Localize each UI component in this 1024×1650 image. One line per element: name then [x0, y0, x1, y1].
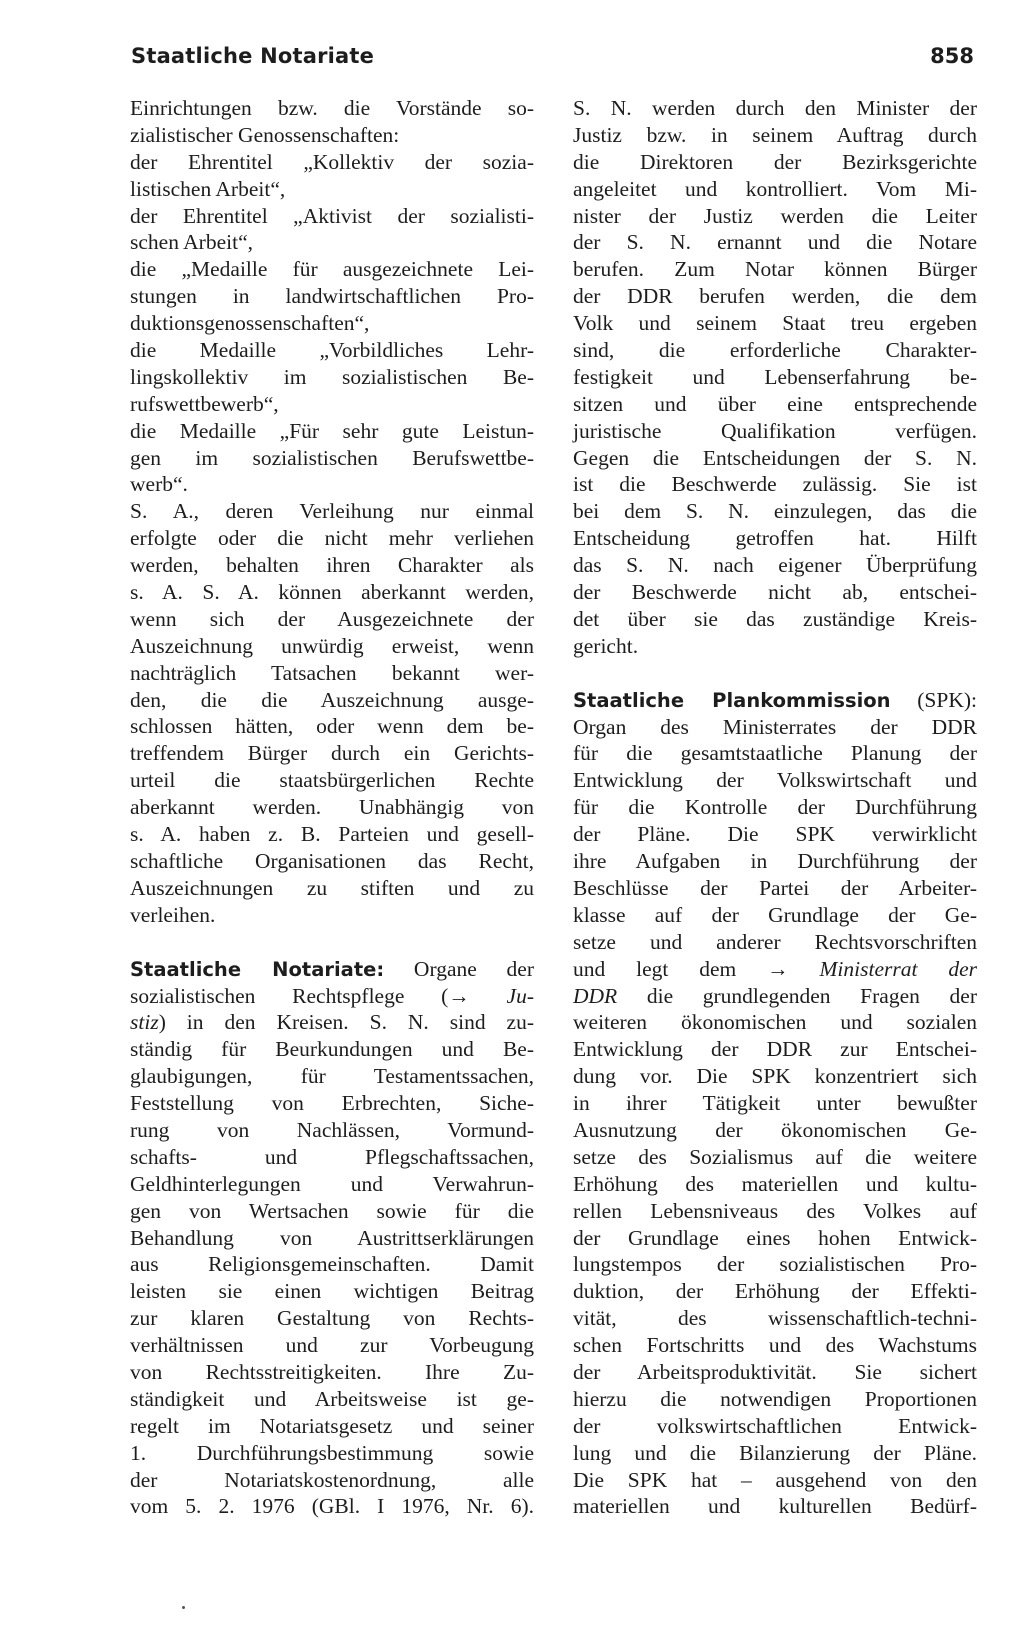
text-line: S. N. werden durch den Minister der: [573, 96, 977, 120]
entry-staatliche-notariate: [130, 956, 534, 1521]
text-line: sitzen und über eine entsprechende: [573, 391, 977, 416]
text-line: Auszeichnungen zu stiften und zu: [130, 875, 534, 900]
text-line: det über sie das zuständige Kreis-: [573, 606, 977, 631]
text-line: der volkswirtschaftlichen Entwick-: [573, 1413, 977, 1438]
text-line: Organ des Ministerrates der DDR: [573, 714, 977, 739]
text-line: rellen Lebensniveaus des Volkes auf: [573, 1198, 977, 1223]
text-line: materiellen und kulturellen Bedürf-: [573, 1494, 977, 1519]
text-line: berufen. Zum Notar können Bürger: [573, 257, 977, 282]
text-line: erfolgte oder die nicht mehr verliehen: [130, 526, 534, 551]
text-line: Feststellung von Erbrechten, Siche-: [130, 1091, 534, 1116]
text-line: Auszeichnung unwürdig erweist, wenn: [130, 633, 534, 658]
text-line: von Rechtsstreitigkeiten. Ihre Zu-: [130, 1359, 534, 1384]
text-line: nachträglich Tatsachen bekannt wer-: [130, 660, 534, 685]
text-line: Justiz bzw. in seinem Auftrag durch: [573, 122, 977, 147]
text-line: dung vor. Die SPK konzentriert sich: [573, 1064, 977, 1089]
text-line: nister der Justiz werden die Leiter: [573, 203, 977, 228]
text-line: weiteren ökonomischen und sozialen: [573, 1010, 977, 1035]
text-line: [130, 983, 534, 1010]
text-line: lingskollektiv im sozialistischen Be-: [130, 364, 534, 389]
cross-reference-link[interactable]: Ju-: [506, 983, 534, 1008]
text-line: wenn sich der Ausgezeichnete der: [130, 606, 534, 631]
text-line: die Medaille „Für sehr gute Leistun-: [130, 418, 534, 443]
text-line: bei dem S. N. einzulegen, das die: [573, 499, 977, 524]
running-head: Staatliche Notariate: [131, 44, 375, 68]
text-line: festigkeit und Lebenserfahrung be-: [573, 364, 977, 389]
text-line: die „Medaille für ausgezeichnete Lei-: [130, 257, 534, 282]
text-line: duktionsgenossenschaften“,: [130, 311, 370, 336]
text-line: glaubigungen, für Testamentssachen,: [130, 1064, 534, 1089]
text-line: verhältnissen und zur Vorbeugung: [130, 1333, 534, 1358]
text-line: der S. N. ernannt und die Notare: [573, 230, 977, 255]
text-line: für die gesamtstaatliche Planung der: [573, 741, 977, 766]
text-line: duktion, der Erhöhung der Effekti-: [573, 1279, 977, 1304]
text-line: verleihen.: [130, 902, 216, 927]
text-line: schlossen hätten, oder wenn dem be-: [130, 714, 534, 739]
entry-text: die grundlegenden Fragen der: [617, 983, 977, 1008]
text-line: der Arbeitsproduktivität. Sie sichert: [573, 1359, 977, 1384]
cross-reference-link[interactable]: Ministerrat der: [819, 956, 977, 981]
page-number: 858: [930, 44, 974, 68]
text-line: schen Fortschritts und des Wachstums: [573, 1333, 977, 1358]
text-line: Einrichtungen bzw. die Vorstände so-: [130, 96, 534, 120]
text-line: [573, 983, 977, 1010]
text-line: sind, die erforderliche Charakter-: [573, 338, 977, 363]
text-line: zur klaren Gestaltung von Rechts-: [130, 1306, 534, 1331]
entry-staatliche-plankommission: [573, 687, 977, 1521]
text-line: Beschlüsse der Partei der Arbeiter-: [573, 875, 977, 900]
text-line: Behandlung von Austrittserklärungen: [130, 1225, 534, 1250]
print-speck: [182, 1606, 185, 1609]
entry-first-line: [573, 687, 977, 714]
text-line: für die Kontrolle der Durchführung: [573, 795, 977, 820]
text-line: S. A., deren Verleihung nur einmal: [130, 499, 534, 524]
entry-text: sozialistischen Rechtspflege (→: [130, 983, 507, 1008]
text-line: die Medaille „Vorbildliches Lehr-: [130, 338, 534, 363]
text-line: gen von Wertsachen sowie für die: [130, 1198, 534, 1223]
entry-first-line: [130, 956, 534, 983]
text-line: stungen in landwirtschaftlichen Pro-: [130, 284, 534, 309]
text-line: Gegen die Entscheidungen der S. N.: [573, 445, 977, 470]
text-line: rufswettbewerb“,: [130, 391, 279, 416]
text-line: Geldhinterlegungen und Verwahrun-: [130, 1171, 534, 1196]
text-line: lung und die Bilanzierung der Pläne.: [573, 1440, 977, 1465]
text-line: ist die Beschwerde zulässig. Sie ist: [573, 472, 977, 497]
text-line: werden, behalten ihren Charakter als: [130, 553, 534, 578]
text-line: die Direktoren der Bezirksgerichte: [573, 149, 977, 174]
text-line: der Ehrentitel „Aktivist der sozialisti-: [130, 203, 534, 228]
text-line: klasse auf der Grundlage der Ge-: [573, 902, 977, 927]
text-line: aberkannt werden. Unabhängig von: [130, 795, 534, 820]
entry-headword: Staatliche Plankommission: [573, 688, 891, 712]
text-line: der Notariatskostenordnung, alle: [130, 1467, 534, 1492]
text-line: vom 5. 2. 1976 (GBl. I 1976, Nr. 6).: [130, 1494, 534, 1519]
text-line: urteil die staatsbürgerlichen Rechte: [130, 768, 534, 793]
text-line: angeleitet und kontrolliert. Vom Mi-: [573, 176, 977, 201]
text-line: leisten sie einen wichtigen Beitrag: [130, 1279, 534, 1304]
entry-text: und legt dem →: [573, 956, 820, 981]
text-line: der DDR berufen werden, die dem: [573, 284, 977, 309]
text-line: setze und anderer Rechtsvorschriften: [573, 929, 977, 954]
text-line: Entwicklung der DDR zur Entschei-: [573, 1037, 977, 1062]
entry-text: Organe der: [384, 956, 534, 981]
cross-reference-link[interactable]: stiz: [130, 1010, 159, 1035]
left-continuation-text: [130, 95, 534, 929]
text-line: schafts- und Pflegschaftssachen,: [130, 1144, 534, 1169]
text-line: schaftliche Organisationen das Recht,: [130, 848, 534, 873]
text-line: der Grundlage eines hohen Entwick-: [573, 1225, 977, 1250]
text-line: listischen Arbeit“,: [130, 176, 286, 201]
text-line: s. A. haben z. B. Parteien und gesell-: [130, 822, 534, 847]
text-line: den, die die Auszeichnung ausge-: [130, 687, 534, 712]
text-line: ständig für Beurkundungen und Be-: [130, 1037, 534, 1062]
text-line: [130, 1009, 534, 1036]
entry-text: (SPK):: [890, 687, 978, 712]
notariate-continuation-text: [573, 95, 977, 660]
text-line: Erhöhung des materiellen und kultu-: [573, 1171, 977, 1196]
text-line: gen im sozialistischen Berufswettbe-: [130, 445, 534, 470]
text-line: der Beschwerde nicht ab, entschei-: [573, 580, 977, 605]
text-line: in ihrer Tätigkeit unter bewußter: [573, 1091, 977, 1116]
text-line: ihre Aufgaben in Durchführung der: [573, 849, 977, 874]
text-line: setze des Sozialismus auf die weitere: [573, 1144, 977, 1169]
text-line: treffendem Bürger durch ein Gerichts-: [130, 741, 534, 766]
text-line: 1. Durchführungsbestimmung sowie: [130, 1440, 534, 1465]
text-line: Ausnutzung der ökonomischen Ge-: [573, 1117, 977, 1142]
text-line: aus Religionsgemeinschaften. Damit: [130, 1252, 534, 1277]
entry-headword: Staatliche Notariate:: [130, 957, 385, 981]
text-line: das S. N. nach eigener Überprüfung: [573, 553, 977, 578]
text-line: Die SPK hat – ausgehend von den: [573, 1467, 977, 1492]
text-line: ständigkeit und Arbeitsweise ist ge-: [130, 1386, 534, 1411]
text-line: regelt im Notariatsgesetz und seiner: [130, 1413, 534, 1438]
text-line: hierzu die notwendigen Proportionen: [573, 1386, 977, 1411]
text-line: [573, 956, 977, 983]
text-line: Entscheidung getroffen hat. Hilft: [573, 526, 977, 551]
text-line: lungstempos der sozialistischen Pro-: [573, 1252, 977, 1277]
text-line: werb“.: [130, 472, 188, 497]
text-line: s. A. S. A. können aberkannt werden,: [130, 580, 534, 605]
text-line: der Pläne. Die SPK verwirklicht: [573, 822, 977, 847]
entry-text: ) in den Kreisen. S. N. sind zu-: [158, 1010, 534, 1035]
text-line: schen Arbeit“,: [130, 230, 253, 255]
text-line: gericht.: [573, 633, 639, 658]
text-line: rung von Nachlässen, Vormund-: [130, 1117, 534, 1142]
text-line: vität, des wissenschaftlich-techni-: [573, 1306, 977, 1331]
text-line: zialistischer Genossenschaften:: [130, 122, 400, 147]
right-column: [573, 95, 977, 1520]
text-line: Entwicklung der Volkswirtschaft und: [573, 768, 977, 793]
cross-reference-link[interactable]: DDR: [573, 983, 618, 1008]
text-line: Volk und seinem Staat treu ergeben: [573, 311, 977, 336]
text-line: der Ehrentitel „Kollektiv der sozia-: [130, 149, 534, 174]
text-line: juristische Qualifikation verfügen.: [573, 418, 977, 443]
left-column: [130, 95, 534, 1520]
